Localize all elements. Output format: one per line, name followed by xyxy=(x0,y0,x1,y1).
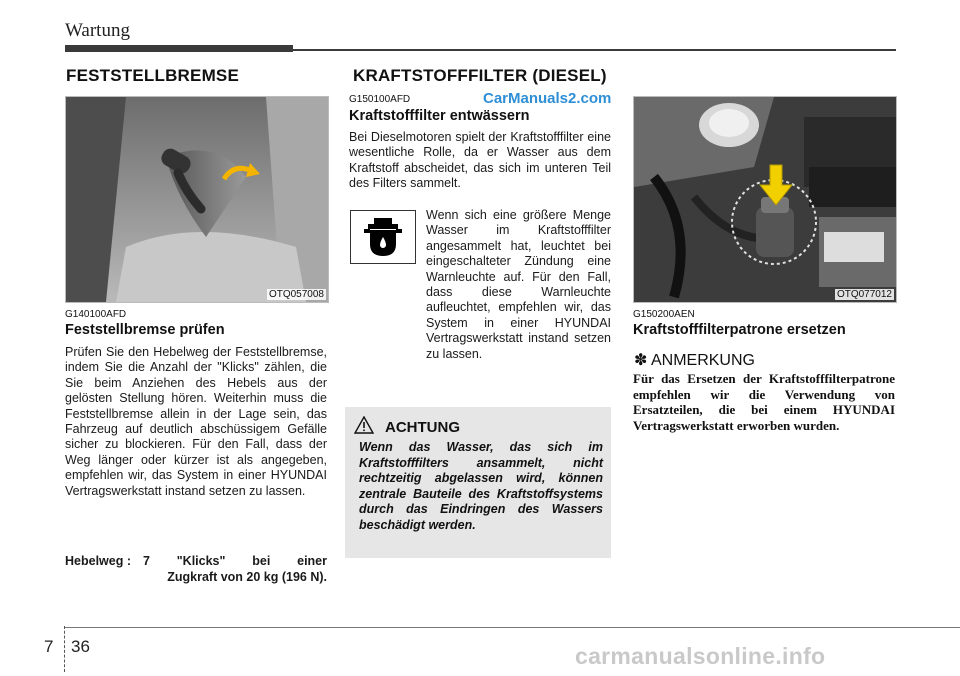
spec-value-line2: Zugkraft von 20 kg (196 N). xyxy=(167,570,327,584)
subheading-replace-filter: Kraftstofffilterpatrone ersetzen xyxy=(633,322,846,338)
fuel-filter-warning-icon xyxy=(350,210,416,264)
photo-caption: OTQ057008 xyxy=(268,289,324,300)
warning-triangle-icon xyxy=(354,416,374,434)
section-title-fuel-filter: KRAFTSTOFFFILTER (DIESEL) xyxy=(353,66,607,85)
footer-rule xyxy=(64,627,960,628)
note-mark-icon: ✽ xyxy=(634,352,648,369)
subheading-drain-fuel-filter: Kraftstofffilter entwässern xyxy=(349,108,530,124)
fuel-filter-paragraph: Bei Dieselmotoren spielt der Kraftstofffilter eine wesentliche Rolle, da er Wasser aus dem Kraftstoff abscheidet, das sich im unteren Teil des Filters sammelt. xyxy=(349,130,611,191)
parking-brake-paragraph: Prüfen Sie den Hebelweg der Feststellbremse, indem Sie die Anzahl der "Klicks" zählen, die Sie beim Anziehen des Hebels aus der gelösten Stellung hören. Weiterhin muss die Feststellbremse allein in der Lage sein, das Fahrzeug auf deutlich abschüssigem Gefälle sicher zu blockieren. Für den Fall, dass der Weg länger oder kürzer ist als angegeben, empfehlen wir, das System in einer HYUNDAI Vertragswerkstatt instand setzen zu lassen. xyxy=(65,345,327,498)
page-number: 36 xyxy=(71,637,90,656)
spec-label: Hebelweg : xyxy=(65,554,131,568)
watermark-bottom: carmanualsonline.info xyxy=(575,643,826,669)
section-code: G150200AEN xyxy=(633,309,695,320)
footer-divider xyxy=(64,626,65,672)
warning-light-paragraph: Wenn sich eine größere Menge Wasser im Kraftstofffilter angesammelt hat, leuchtet bei eingeschalteter Zündung eine Warnleuchte auf. Für den Fall, dass diese Warnleuchte aufleuchtet, empfehlen wir, das System in einer HYUNDAI Vertragswerkstatt instand setzen zu lassen. xyxy=(426,208,611,361)
subheading-parking-brake-check: Feststellbremse prüfen xyxy=(65,322,225,338)
section-code: G140100AFD xyxy=(65,309,127,320)
chapter-title: Wartung xyxy=(65,20,130,41)
chapter-number: 7 xyxy=(44,637,54,656)
fuel-filter-photo xyxy=(633,96,897,303)
spec-value-line1: 7 "Klicks" bei einer xyxy=(143,554,327,568)
header-rule xyxy=(293,49,896,51)
section-code: G150100AFD xyxy=(349,94,411,105)
caution-title: ACHTUNG xyxy=(385,419,460,436)
section-title-parking-brake: FESTSTELLBREMSE xyxy=(66,66,240,85)
note-heading xyxy=(634,350,755,370)
caution-box xyxy=(345,407,611,558)
photo-caption: OTQ077012 xyxy=(836,289,892,300)
header-bar xyxy=(65,45,293,52)
note-text: Für das Ersetzen der Kraftstofffilterpatrone empfehlen wir die Verwendung von Ersatzteilen, die bei einem HYUNDAI Vertragswerkstatt erworben wurden. xyxy=(633,371,895,433)
caution-text: Wenn das Wasser, das sich im Kraftstofffilters ansammelt, nicht rechtzeitig abgelassen wird, können zentrale Bauteile des Kraftstoffsystems durch das Eindringen des Wassers beschädigt werden. xyxy=(359,440,603,532)
watermark-top: CarManuals2.com xyxy=(483,90,612,107)
note-heading-label: ANMERKUNG xyxy=(650,352,755,369)
parking-brake-photo xyxy=(65,96,329,303)
